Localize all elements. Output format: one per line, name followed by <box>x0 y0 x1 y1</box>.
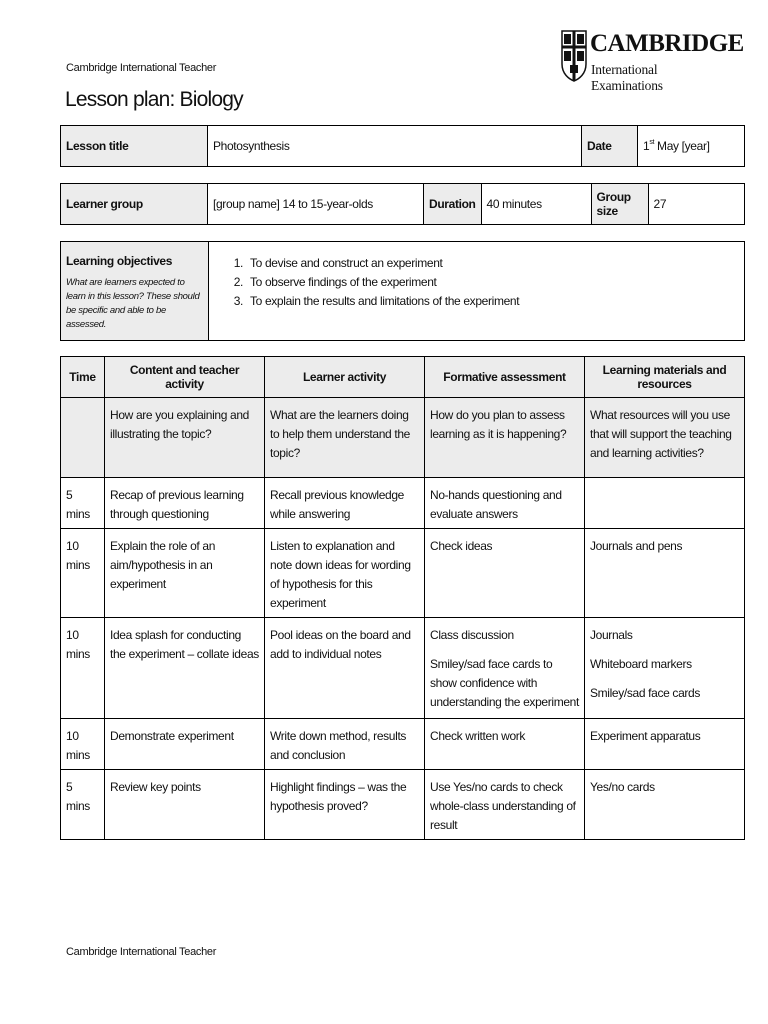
learner-group-value: [group name] 14 to 15-year-olds <box>208 184 424 225</box>
objectives-hint: What are learners expected to learn in this lesson? These should be specific and able to be assessed. <box>66 277 200 330</box>
row-time: 5 mins <box>61 478 105 529</box>
group-size-value: 27 <box>648 184 744 225</box>
row-text: Experiment apparatus <box>590 729 701 743</box>
group-size-label: Group size <box>591 184 648 225</box>
lesson-title-value: Photosynthesis <box>208 126 582 167</box>
row-text: Pool ideas on the board and add to individual notes <box>270 628 411 661</box>
duration-value: 40 minutes <box>481 184 591 225</box>
row-assessment <box>425 719 585 770</box>
row-learner <box>265 478 425 529</box>
row-learner <box>265 770 425 840</box>
footer-org: Cambridge International Teacher <box>66 946 217 958</box>
header-content: Content and teacher activity <box>105 357 265 398</box>
prompt-time <box>61 398 105 478</box>
header-resources: Learning materials and resources <box>585 357 745 398</box>
row-resources <box>585 719 745 770</box>
date-value <box>638 126 745 167</box>
row-text: Smiley/sad face cards to show confidence with understanding the experiment <box>430 657 579 709</box>
row-text: Journals <box>590 628 633 642</box>
row-learner <box>265 719 425 770</box>
table-row <box>61 770 745 840</box>
row-text: Write down method, results and conclusion <box>270 729 407 762</box>
row-learner <box>265 618 425 719</box>
prompt-content: How are you explaining and illustrating the topic? <box>105 398 265 478</box>
duration-label: Duration <box>424 184 482 225</box>
date-suffix: st <box>649 139 655 146</box>
row-text: Yes/no cards <box>590 780 655 794</box>
table-row <box>61 719 745 770</box>
row-text: Demonstrate experiment <box>110 729 234 743</box>
table-row <box>61 529 745 618</box>
prompt-assessment: How do you plan to assess learning as it is happening? <box>425 398 585 478</box>
row-text: Journals and pens <box>590 539 683 553</box>
header-assessment: Formative assessment <box>425 357 585 398</box>
row-text: Check written work <box>430 729 526 743</box>
table-row <box>61 478 745 529</box>
page-title: Lesson plan: Biology <box>65 88 243 111</box>
row-content <box>105 478 265 529</box>
row-learner <box>265 529 425 618</box>
date-day: 1 <box>643 139 650 153</box>
date-rest: May [year] <box>654 139 710 153</box>
header-org: Cambridge International Teacher <box>66 62 217 74</box>
row-assessment <box>425 770 585 840</box>
lesson-title-label: Lesson title <box>61 126 208 167</box>
row-text: Recap of previous learning through questioning <box>110 488 244 521</box>
plan-prompt-row <box>61 398 745 478</box>
plan-header-row <box>61 357 745 398</box>
row-content <box>105 770 265 840</box>
row-resources <box>585 529 745 618</box>
row-resources <box>585 618 745 719</box>
row-content <box>105 719 265 770</box>
row-resources <box>585 478 745 529</box>
header-learner: Learner activity <box>265 357 425 398</box>
row-text: Explain the role of an aim/hypothesis in an experiment <box>110 539 216 591</box>
objectives-list-cell <box>209 242 745 341</box>
row-resources <box>585 770 745 840</box>
row-text: Check ideas <box>430 539 493 553</box>
lesson-plan-table <box>60 356 745 840</box>
objectives-label: Learning objectives <box>66 254 173 268</box>
header-time: Time <box>61 357 105 398</box>
row-text: Listen to explanation and note down ideas for wording of hypothesis for this experiment <box>270 539 411 610</box>
row-text: No-hands questioning and evaluate answers <box>430 488 562 521</box>
date-label: Date <box>582 126 638 167</box>
row-assessment <box>425 478 585 529</box>
row-assessment <box>425 529 585 618</box>
row-text: Whiteboard markers <box>590 657 692 671</box>
objective-item: 1. To devise and construct an experiment <box>246 254 739 273</box>
cambridge-logo <box>561 30 744 93</box>
learning-objectives-table <box>60 241 745 341</box>
objectives-cell <box>61 242 209 341</box>
row-text: Class discussion <box>430 628 514 642</box>
row-text: Smiley/sad face cards <box>590 686 701 700</box>
row-assessment <box>425 618 585 719</box>
objectives-list <box>214 254 739 311</box>
objective-item: 2. To observe findings of the experiment <box>246 273 739 292</box>
objective-item: 3. To explain the results and limitations of the experiment <box>246 292 739 311</box>
row-content <box>105 618 265 719</box>
row-content <box>105 529 265 618</box>
learner-group-table <box>60 183 745 225</box>
prompt-resources: What resources will you use that will support the teaching and learning activities? <box>585 398 745 478</box>
row-time: 10 mins <box>61 529 105 618</box>
table-row <box>61 618 745 719</box>
crest-icon <box>561 30 587 82</box>
row-text: Highlight findings – was the hypothesis proved? <box>270 780 407 813</box>
logo-name: CAMBRIDGE <box>590 30 744 57</box>
logo-subtitle: International Examinations <box>591 62 663 93</box>
row-time: 5 mins <box>61 770 105 840</box>
lesson-title-table <box>60 125 745 167</box>
row-time: 10 mins <box>61 719 105 770</box>
learner-group-label: Learner group <box>61 184 208 225</box>
row-text: Idea splash for conducting the experiment – collate ideas <box>110 628 259 661</box>
prompt-learner: What are the learners doing to help them understand the topic? <box>265 398 425 478</box>
row-text: Use Yes/no cards to check whole-class understanding of result <box>430 780 576 832</box>
row-text: Review key points <box>110 780 201 794</box>
row-time: 10 mins <box>61 618 105 719</box>
row-text: Recall previous knowledge while answering <box>270 488 404 521</box>
